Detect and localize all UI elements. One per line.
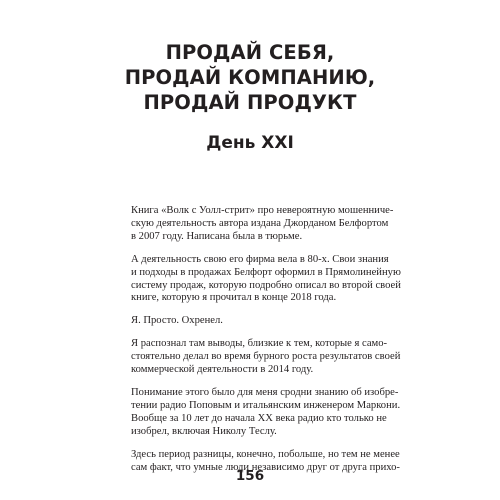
text-line: систему продаж, которую подробно описал во второй своей xyxy=(131,279,401,291)
text-line: Здесь период разницы, конечно, побольше, но тем не менее xyxy=(131,448,400,460)
text-line: Книга «Волк с Уолл-стрит» про невероятную мошенниче- xyxy=(131,205,394,216)
text-line: стоятельно делал во время бурного роста результатов своей xyxy=(131,351,401,363)
chapter-subheading: День XXI xyxy=(206,133,294,153)
paragraph-1 xyxy=(131,205,394,244)
paragraph-5 xyxy=(131,386,401,439)
chapter-heading xyxy=(0,40,500,115)
text-line: книге, которую я прочитал в конце 2018 года. xyxy=(131,292,337,304)
text-line: Я распознал там выводы, близкие к тем, которые я само- xyxy=(131,338,388,350)
paragraph-2 xyxy=(131,253,401,306)
text-line: коммерческой деятельности в 2014 году. xyxy=(131,364,314,376)
text-line: А деятельность свою его фирма вела в 80-х. Свои знания xyxy=(131,253,389,265)
body-text xyxy=(131,205,401,484)
text-line: и подходы в продажах Белфорт оформил в Прямолинейную xyxy=(131,266,401,278)
text-line: Понимание этого было для меня сродни знанию об изобре- xyxy=(131,386,399,398)
page-number: 156 xyxy=(235,468,265,484)
text-line: сам факт, что умные люди независимо друг от друга прихо- xyxy=(131,461,400,473)
text-line: Я. Просто. Охренел. xyxy=(131,315,223,327)
paragraph-3 xyxy=(131,315,371,328)
text-line: изобрел, включая Николу Теслу. xyxy=(131,425,277,437)
chapter-heading-line-3: ПРОДАЙ ПРОДУКТ xyxy=(143,91,357,114)
paragraph-4 xyxy=(131,338,401,377)
chapter-heading-line-2: ПРОДАЙ КОМПАНИЮ, xyxy=(124,66,376,89)
text-line: скую деятельность автора издана Джорданом Белфортом xyxy=(131,217,389,229)
chapter-heading-line-1: ПРОДАЙ СЕБЯ, xyxy=(165,41,335,64)
text-line: Вообще за 10 лет до начала XX века радио кто только не xyxy=(131,412,387,424)
text-line: тении радио Поповым и итальянским инженером Маркони. xyxy=(131,399,401,411)
text-line: в 2007 году. Написана была в тюрьме. xyxy=(131,230,303,242)
